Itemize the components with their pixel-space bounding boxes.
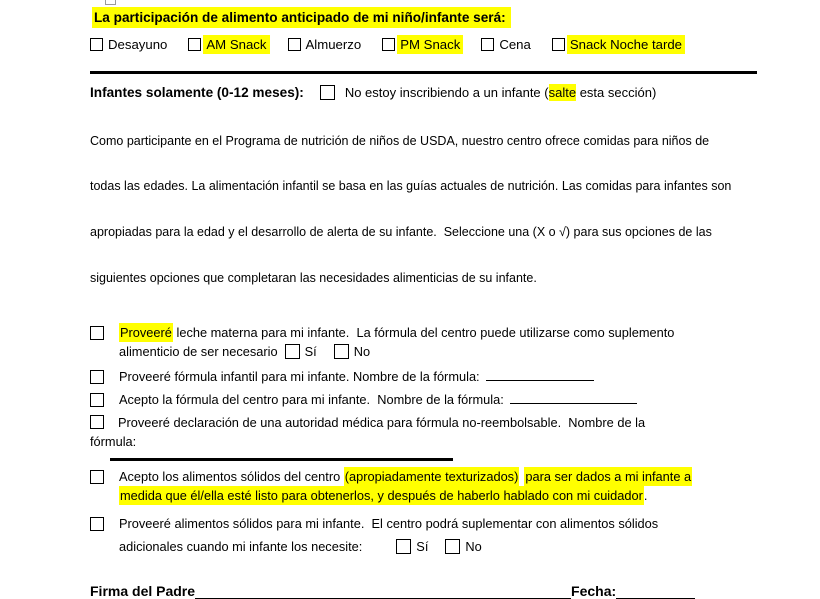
breastmilk-checkbox[interactable] xyxy=(90,326,104,340)
meal-section xyxy=(90,7,770,54)
infant-option-center-formula xyxy=(90,390,770,409)
own-solids-yes-checkbox[interactable] xyxy=(396,539,411,554)
meal-section-title: La participación de alimento anticipado de mi niño/infante será: xyxy=(92,7,511,28)
infant-option-center-solids xyxy=(90,467,770,505)
optout-text-highlight: salte xyxy=(548,85,577,100)
meal-label-almuerzo: Almuerzo xyxy=(305,37,362,52)
meal-label-cena: Cena xyxy=(499,37,531,52)
own-formula-checkbox[interactable] xyxy=(90,370,104,384)
intro-line-1: Como participante en el Programa de nutrición de niños de USDA, nuestro centro ofrece comidas para niños de xyxy=(90,133,710,148)
date-label: Fecha: xyxy=(571,583,617,599)
own-formula-line xyxy=(119,367,770,386)
center-formula-name-blank xyxy=(510,391,637,404)
center-solids-highlight-2: para ser dados a mi infante a xyxy=(525,469,692,485)
infant-option-own-formula xyxy=(90,367,770,386)
optout-checkbox[interactable] xyxy=(320,85,335,100)
infant-option-breastmilk xyxy=(90,323,770,361)
meal-option-am-snack xyxy=(188,35,269,54)
meal-checkbox-am-snack[interactable] xyxy=(188,38,201,51)
section-divider xyxy=(90,71,757,74)
breastmilk-line2 xyxy=(119,342,770,361)
medical-formula-name-blank xyxy=(110,458,453,461)
date-blank xyxy=(616,583,695,599)
breastmilk-line1 xyxy=(119,323,770,342)
meal-options-row xyxy=(90,35,770,54)
own-solids-line2-text: adicionales cuando mi infante los necesite: xyxy=(119,539,363,555)
center-solids-highlight-3: medida que él/ella esté listo para obtenerlos, y después de haberlo hablado con mi cuidador xyxy=(120,488,643,504)
own-solids-line2 xyxy=(119,537,770,556)
intro-paragraph xyxy=(90,103,770,317)
own-solids-no-label: No xyxy=(465,539,482,555)
signature-blank xyxy=(195,583,571,599)
infant-option-medical-formula xyxy=(90,413,770,461)
meal-option-almuerzo xyxy=(288,35,365,54)
infants-heading-row xyxy=(90,85,770,100)
own-solids-yes-label: Sí xyxy=(416,539,429,555)
breastmilk-no-label: No xyxy=(353,344,371,360)
center-solids-plain: Acepto los alimentos sólidos del centro xyxy=(119,469,344,485)
meal-label-pm-snack: PM Snack xyxy=(397,35,463,54)
meal-label-desayuno: Desayuno xyxy=(108,37,168,52)
center-formula-text: Acepto la fórmula del centro para mi infante. Nombre de la fórmula: xyxy=(119,392,504,408)
breastmilk-line2-text: alimenticio de ser necesario xyxy=(119,344,278,360)
meal-option-desayuno xyxy=(90,35,170,54)
signature-row xyxy=(90,583,770,599)
infants-heading: Infantes solamente (0-12 meses): xyxy=(90,85,304,100)
medical-formula-line2: fórmula: xyxy=(90,434,137,450)
optout-text-before: No estoy inscribiendo a un infante ( xyxy=(344,85,549,100)
form-content xyxy=(90,7,770,599)
intro-line-3: apropiadas para la edad y el desarrollo de alerta de su infante. Seleccione una (X o √) para sus opciones de las xyxy=(90,225,712,240)
own-solids-line1: Proveeré alimentos sólidos para mi infante. El centro podrá suplementar con alimentos sólidos xyxy=(119,516,659,532)
center-formula-line xyxy=(119,390,770,409)
own-formula-name-blank xyxy=(486,368,594,381)
center-formula-checkbox[interactable] xyxy=(90,393,104,407)
breastmilk-yes-label: Sí xyxy=(304,344,317,360)
breastmilk-highlight: Proveeré xyxy=(120,325,172,341)
breastmilk-text: leche materna para mi infante. La fórmula del centro puede utilizarse como suplemento xyxy=(172,325,675,341)
meal-checkbox-desayuno[interactable] xyxy=(90,38,103,51)
medical-formula-line1 xyxy=(90,413,770,432)
meal-option-cena xyxy=(481,35,534,54)
signature-label: Firma del Padre xyxy=(90,583,196,599)
own-formula-text: Proveeré fórmula infantil para mi infante. Nombre de la fórmula: xyxy=(119,369,480,385)
meal-checkbox-pm-snack[interactable] xyxy=(382,38,395,51)
own-solids-checkbox[interactable] xyxy=(90,517,104,531)
optout-label xyxy=(345,85,656,100)
meal-checkbox-snack-noche[interactable] xyxy=(552,38,565,51)
center-solids-line2 xyxy=(119,486,770,505)
meal-checkbox-cena[interactable] xyxy=(481,38,494,51)
breastmilk-yes-checkbox[interactable] xyxy=(285,344,300,359)
center-solids-period: . xyxy=(643,488,648,504)
optout-text-after: esta sección) xyxy=(576,85,657,100)
partial-checkbox-top xyxy=(105,0,116,5)
intro-line-4: siguientes opciones que completaran las necesidades alimenticias de su infante. xyxy=(90,271,537,286)
own-solids-no-checkbox[interactable] xyxy=(445,539,460,554)
center-solids-highlight-1: (apropiadamente texturizados) xyxy=(344,469,519,485)
medical-formula-checkbox[interactable] xyxy=(90,415,104,429)
infant-option-own-solids xyxy=(90,514,770,556)
meal-option-snack-noche xyxy=(552,35,685,54)
meal-label-snack-noche: Snack Noche tarde xyxy=(567,35,685,54)
intro-line-2: todas las edades. La alimentación infantil se basa en las guías actuales de nutrición. Las comidas para infantes son xyxy=(90,179,732,194)
meal-option-pm-snack xyxy=(382,35,463,54)
medical-formula-text1: Proveeré declaración de una autoridad médica para fórmula no-reembolsable. Nombre de la xyxy=(118,415,646,431)
center-solids-line1 xyxy=(119,467,770,486)
meal-label-am-snack: AM Snack xyxy=(203,35,269,54)
meal-checkbox-almuerzo[interactable] xyxy=(288,38,301,51)
breastmilk-no-checkbox[interactable] xyxy=(334,344,349,359)
center-solids-checkbox[interactable] xyxy=(90,470,104,484)
